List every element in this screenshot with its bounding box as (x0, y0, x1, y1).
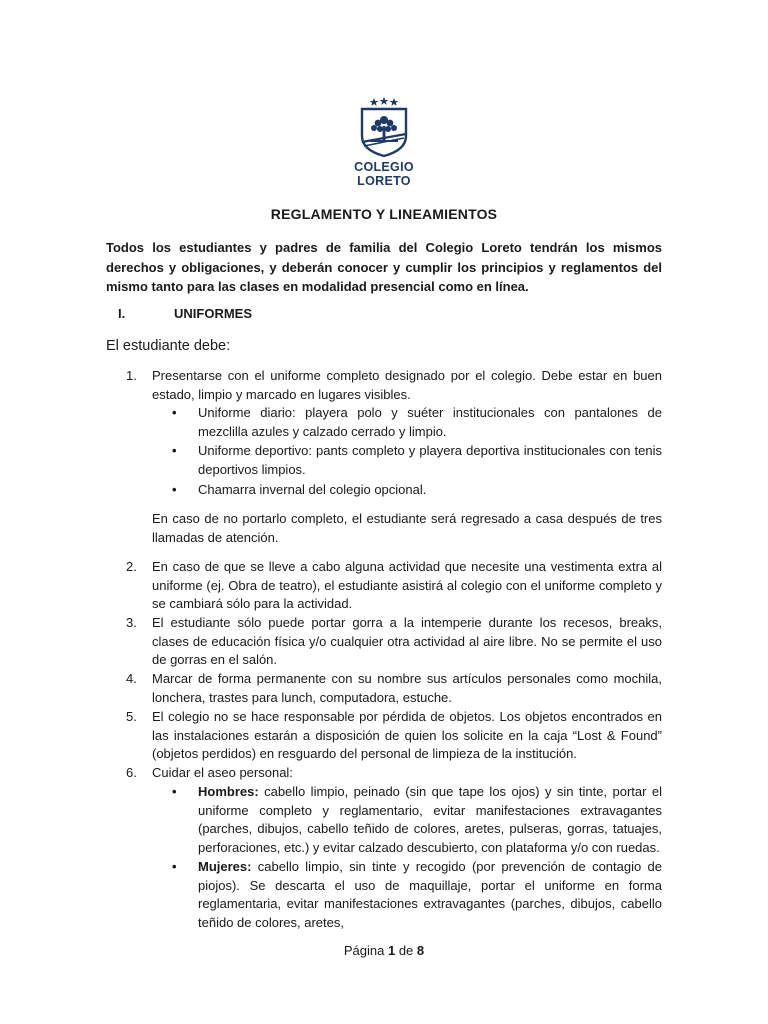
total-pages-number: 8 (416, 943, 425, 958)
bullet-icon: • (172, 443, 177, 458)
bullet-item (172, 783, 662, 857)
list-item-number: 6. (126, 765, 137, 780)
list-item-text: El colegio no se hace responsable por pérdida de objetos. Los objetos encontrados en las instalaciones estarán a disposición de quien los solicite en la caja “Lost & Found” (objetos perdidos) en resguardo del personal de limpieza de la institución. (152, 709, 662, 762)
list-item (126, 367, 662, 404)
section-label: UNIFORMES (174, 306, 252, 321)
document-title: REGLAMENTO Y LINEAMIENTOS (270, 206, 498, 222)
list-item (126, 670, 662, 707)
list-item (126, 558, 662, 614)
logo-text-line2: LORETO (357, 174, 411, 188)
intro-paragraph: Todos los estudiantes y padres de familia del Colegio Loreto tendrán los mismos derechos y obligaciones, y deberán conocer y cumplir los principios y reglamentos del mismo tanto para las clases en modalidad presencial como en línea. (106, 240, 662, 294)
shield-tree-crest-icon (348, 96, 420, 158)
bullet-icon: • (172, 405, 177, 420)
bullet-text: cabello limpio, sin tinte y recogido (por prevención de contagio de piojos). Se descarta el uso de maquillaje, portar el uniforme en forma reglamentaria, evitar manifestaciones extravagantes (parches, dibujos, cabello teñido de colores, aretes, (198, 859, 662, 930)
bullet-icon: • (172, 482, 177, 497)
bullet-label: Hombres: (198, 784, 259, 799)
bullet-item (172, 442, 662, 479)
list-item-text: Presentarse con el uniforme completo designado por el colegio. Debe estar en buen estado, limpio y marcado en lugares visibles. (152, 368, 662, 402)
bullet-text: Chamarra invernal del colegio opcional. (198, 482, 427, 497)
section-number: I. (118, 306, 126, 321)
list-item (126, 614, 662, 670)
bullet-text: cabello limpio, peinado (sin que tape los ojos) y sin tinte, portar el uniforme completo y reglamentario, evitar manifestaciones extravagantes (parches, dibujos, cabello teñido de colores, aretes, pulseras, gorras, tatuajes, perforaciones, etc.) y evitar calzado descubierto, con plataforma y/o con ruedas. (198, 784, 662, 855)
bullet-text: Uniforme diario: playera polo y suéter institucionales con pantalones de mezclilla azules y calzado cerrado y limpio. (198, 405, 662, 439)
school-logo (348, 96, 420, 188)
current-page-number: 1 (387, 943, 396, 958)
list-item-text: El estudiante sólo puede portar gorra a la intemperie durante los recesos, breaks, clases de educación física y/o cualquier otra actividad al aire libre. No se permite el uso de gorras en el salón. (152, 615, 662, 668)
bullet-item (172, 404, 662, 441)
list-item-number: 2. (126, 559, 137, 574)
logo-text-line1: COLEGIO (354, 160, 414, 174)
list-item-text: Cuidar el aseo personal: (152, 765, 293, 780)
list-item-number: 1. (126, 368, 137, 383)
lead-text: El estudiante debe: (106, 338, 231, 354)
footer-of: de (398, 943, 414, 958)
list-item (126, 708, 662, 764)
footer-prefix: Página (343, 943, 385, 958)
list-item (126, 764, 662, 783)
list-item-text: Marcar de forma permanente con su nombre sus artículos personales como mochila, lonchera, trastes para lunch, computadora, estuche. (152, 671, 662, 705)
page-footer (0, 943, 768, 958)
bullet-icon: • (172, 784, 177, 799)
list-item-number: 4. (126, 671, 137, 686)
bullet-item (172, 858, 662, 932)
bullet-text: Uniforme deportivo: pants completo y playera deportiva institucionales con tenis deportivos limpios. (198, 443, 662, 477)
bullet-label: Mujeres: (198, 859, 252, 874)
list-item-number: 5. (126, 709, 137, 724)
list-item-text: En caso de que se lleve a cabo alguna actividad que necesite una vestimenta extra al uniforme (ej. Obra de teatro), el estudiante asistirá al colegio con el uniforme completo y se cambiará sólo para la actividad. (152, 559, 662, 612)
bullet-icon: • (172, 859, 177, 874)
uniform-note: En caso de no portarlo completo, el estudiante será regresado a casa después de tres llamadas de atención. (152, 511, 662, 545)
bullet-item (172, 481, 662, 500)
list-item-number: 3. (126, 615, 137, 630)
